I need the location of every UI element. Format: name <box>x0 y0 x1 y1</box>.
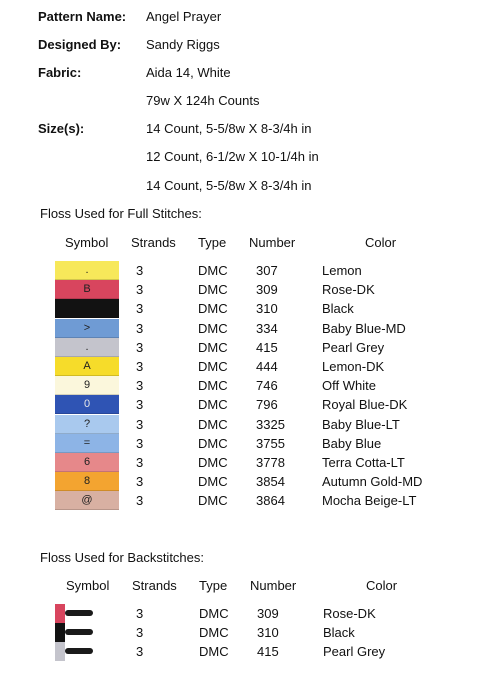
cell-color: Rose-DK <box>323 606 376 621</box>
cell-number: 415 <box>257 644 279 659</box>
cell-number: 444 <box>256 359 278 374</box>
cell-number: 3778 <box>256 455 285 470</box>
color-swatch <box>55 299 119 318</box>
cell-strands: 3 <box>136 625 144 640</box>
cell-color: Mocha Beige-LT <box>322 493 417 509</box>
cell-strands: 3 <box>136 282 144 298</box>
color-swatch: A <box>55 357 119 376</box>
color-swatch: 0 <box>55 395 119 414</box>
cell-number: 310 <box>256 301 278 317</box>
full-stitches-title: Floss Used for Full Stitches: <box>40 206 202 221</box>
cell-color: Off White <box>322 378 376 394</box>
cell-strands: 3 <box>136 397 144 413</box>
color-swatch: . <box>55 261 119 280</box>
backstitch-line-icon <box>65 648 93 654</box>
cell-type: DMC <box>198 416 228 432</box>
col-header-strands: Strands <box>131 235 176 250</box>
backstitch-line-icon <box>65 629 93 635</box>
cell-type: DMC <box>199 625 229 640</box>
cell-strands: 3 <box>136 359 144 374</box>
cell-color: Royal Blue-DK <box>322 397 408 413</box>
col-header-number: Number <box>249 235 296 250</box>
backstitches-title: Floss Used for Backstitches: <box>40 550 204 565</box>
col-header-number: Number <box>250 578 297 593</box>
cell-strands: 3 <box>136 493 144 509</box>
cell-number: 334 <box>256 320 278 336</box>
cell-color: Terra Cotta-LT <box>322 455 405 470</box>
cell-type: DMC <box>198 359 228 374</box>
cell-color: Autumn Gold-MD <box>322 474 423 490</box>
cell-number: 746 <box>256 378 278 394</box>
cell-color: Rose-DK <box>322 282 375 298</box>
backstitch-swatch <box>55 642 65 661</box>
cell-strands: 3 <box>136 378 144 394</box>
info-value: 14 Count, 5-5/8w X 8-3/4h in <box>146 178 312 193</box>
backstitch-swatch <box>55 604 65 623</box>
cell-type: DMC <box>198 339 228 355</box>
cell-type: DMC <box>199 606 229 621</box>
cell-number: 307 <box>256 263 278 278</box>
color-swatch: @ <box>55 491 119 510</box>
cell-strands: 3 <box>136 320 144 336</box>
cell-number: 3755 <box>256 435 285 451</box>
color-swatch: 9 <box>55 376 119 395</box>
cell-color: Lemon <box>322 263 362 278</box>
cell-strands: 3 <box>136 455 144 470</box>
info-label: Fabric: <box>38 65 82 80</box>
color-swatch: . <box>55 338 119 357</box>
col-header-type: Type <box>199 578 228 593</box>
col-header-color: Color <box>366 578 398 593</box>
cell-strands: 3 <box>136 339 144 355</box>
color-swatch: B <box>55 280 119 299</box>
backstitch-line-icon <box>65 610 93 616</box>
cell-strands: 3 <box>136 474 144 490</box>
cell-type: DMC <box>198 493 228 509</box>
color-swatch: > <box>55 319 119 338</box>
color-swatch: = <box>55 434 119 453</box>
cell-strands: 3 <box>136 301 144 317</box>
cell-number: 796 <box>256 397 278 413</box>
cell-number: 415 <box>256 339 278 355</box>
cell-type: DMC <box>198 263 228 278</box>
cell-color: Baby Blue-LT <box>322 416 400 432</box>
color-swatch: ? <box>55 415 119 434</box>
info-label: Pattern Name: <box>38 9 127 24</box>
cell-type: DMC <box>198 301 228 317</box>
cell-color: Baby Blue-MD <box>322 320 406 336</box>
cell-color: Black <box>323 625 355 640</box>
info-value: 12 Count, 6-1/2w X 10-1/4h in <box>146 149 319 164</box>
backstitch-swatch <box>55 623 65 642</box>
cell-number: 3864 <box>256 493 285 509</box>
cell-type: DMC <box>198 282 228 298</box>
cell-number: 3854 <box>256 474 285 490</box>
cell-type: DMC <box>198 474 228 490</box>
color-swatch: 8 <box>55 472 119 491</box>
col-header-type: Type <box>198 235 227 250</box>
cell-type: DMC <box>198 397 228 413</box>
info-label: Designed By: <box>38 37 122 52</box>
cell-strands: 3 <box>136 416 144 432</box>
cell-color: Lemon-DK <box>322 359 385 374</box>
cell-color: Pearl Grey <box>322 339 385 355</box>
cell-type: DMC <box>198 320 228 336</box>
info-value: 79w X 124h Counts <box>146 93 260 108</box>
cell-strands: 3 <box>136 263 144 278</box>
cell-strands: 3 <box>136 644 144 659</box>
color-swatch: 6 <box>55 453 119 472</box>
info-value: 14 Count, 5-5/8w X 8-3/4h in <box>146 121 312 136</box>
cell-type: DMC <box>198 435 228 451</box>
info-value: Angel Prayer <box>146 9 222 24</box>
cell-type: DMC <box>198 378 228 394</box>
cell-type: DMC <box>198 455 228 470</box>
cell-color: Pearl Grey <box>323 644 386 659</box>
cell-color: Baby Blue <box>322 435 382 451</box>
col-header-symbol: Symbol <box>65 235 109 250</box>
cell-number: 309 <box>256 282 278 298</box>
info-value: Sandy Riggs <box>146 37 220 52</box>
col-header-color: Color <box>365 235 397 250</box>
cell-strands: 3 <box>136 435 144 451</box>
cell-strands: 3 <box>136 606 144 621</box>
cell-type: DMC <box>199 644 229 659</box>
cell-number: 309 <box>257 606 279 621</box>
info-value: Aida 14, White <box>146 65 231 80</box>
cell-number: 310 <box>257 625 279 640</box>
cell-number: 3325 <box>256 416 285 432</box>
info-label: Size(s): <box>38 121 85 136</box>
cell-color: Black <box>322 301 354 317</box>
col-header-symbol: Symbol <box>66 578 110 593</box>
col-header-strands: Strands <box>132 578 177 593</box>
